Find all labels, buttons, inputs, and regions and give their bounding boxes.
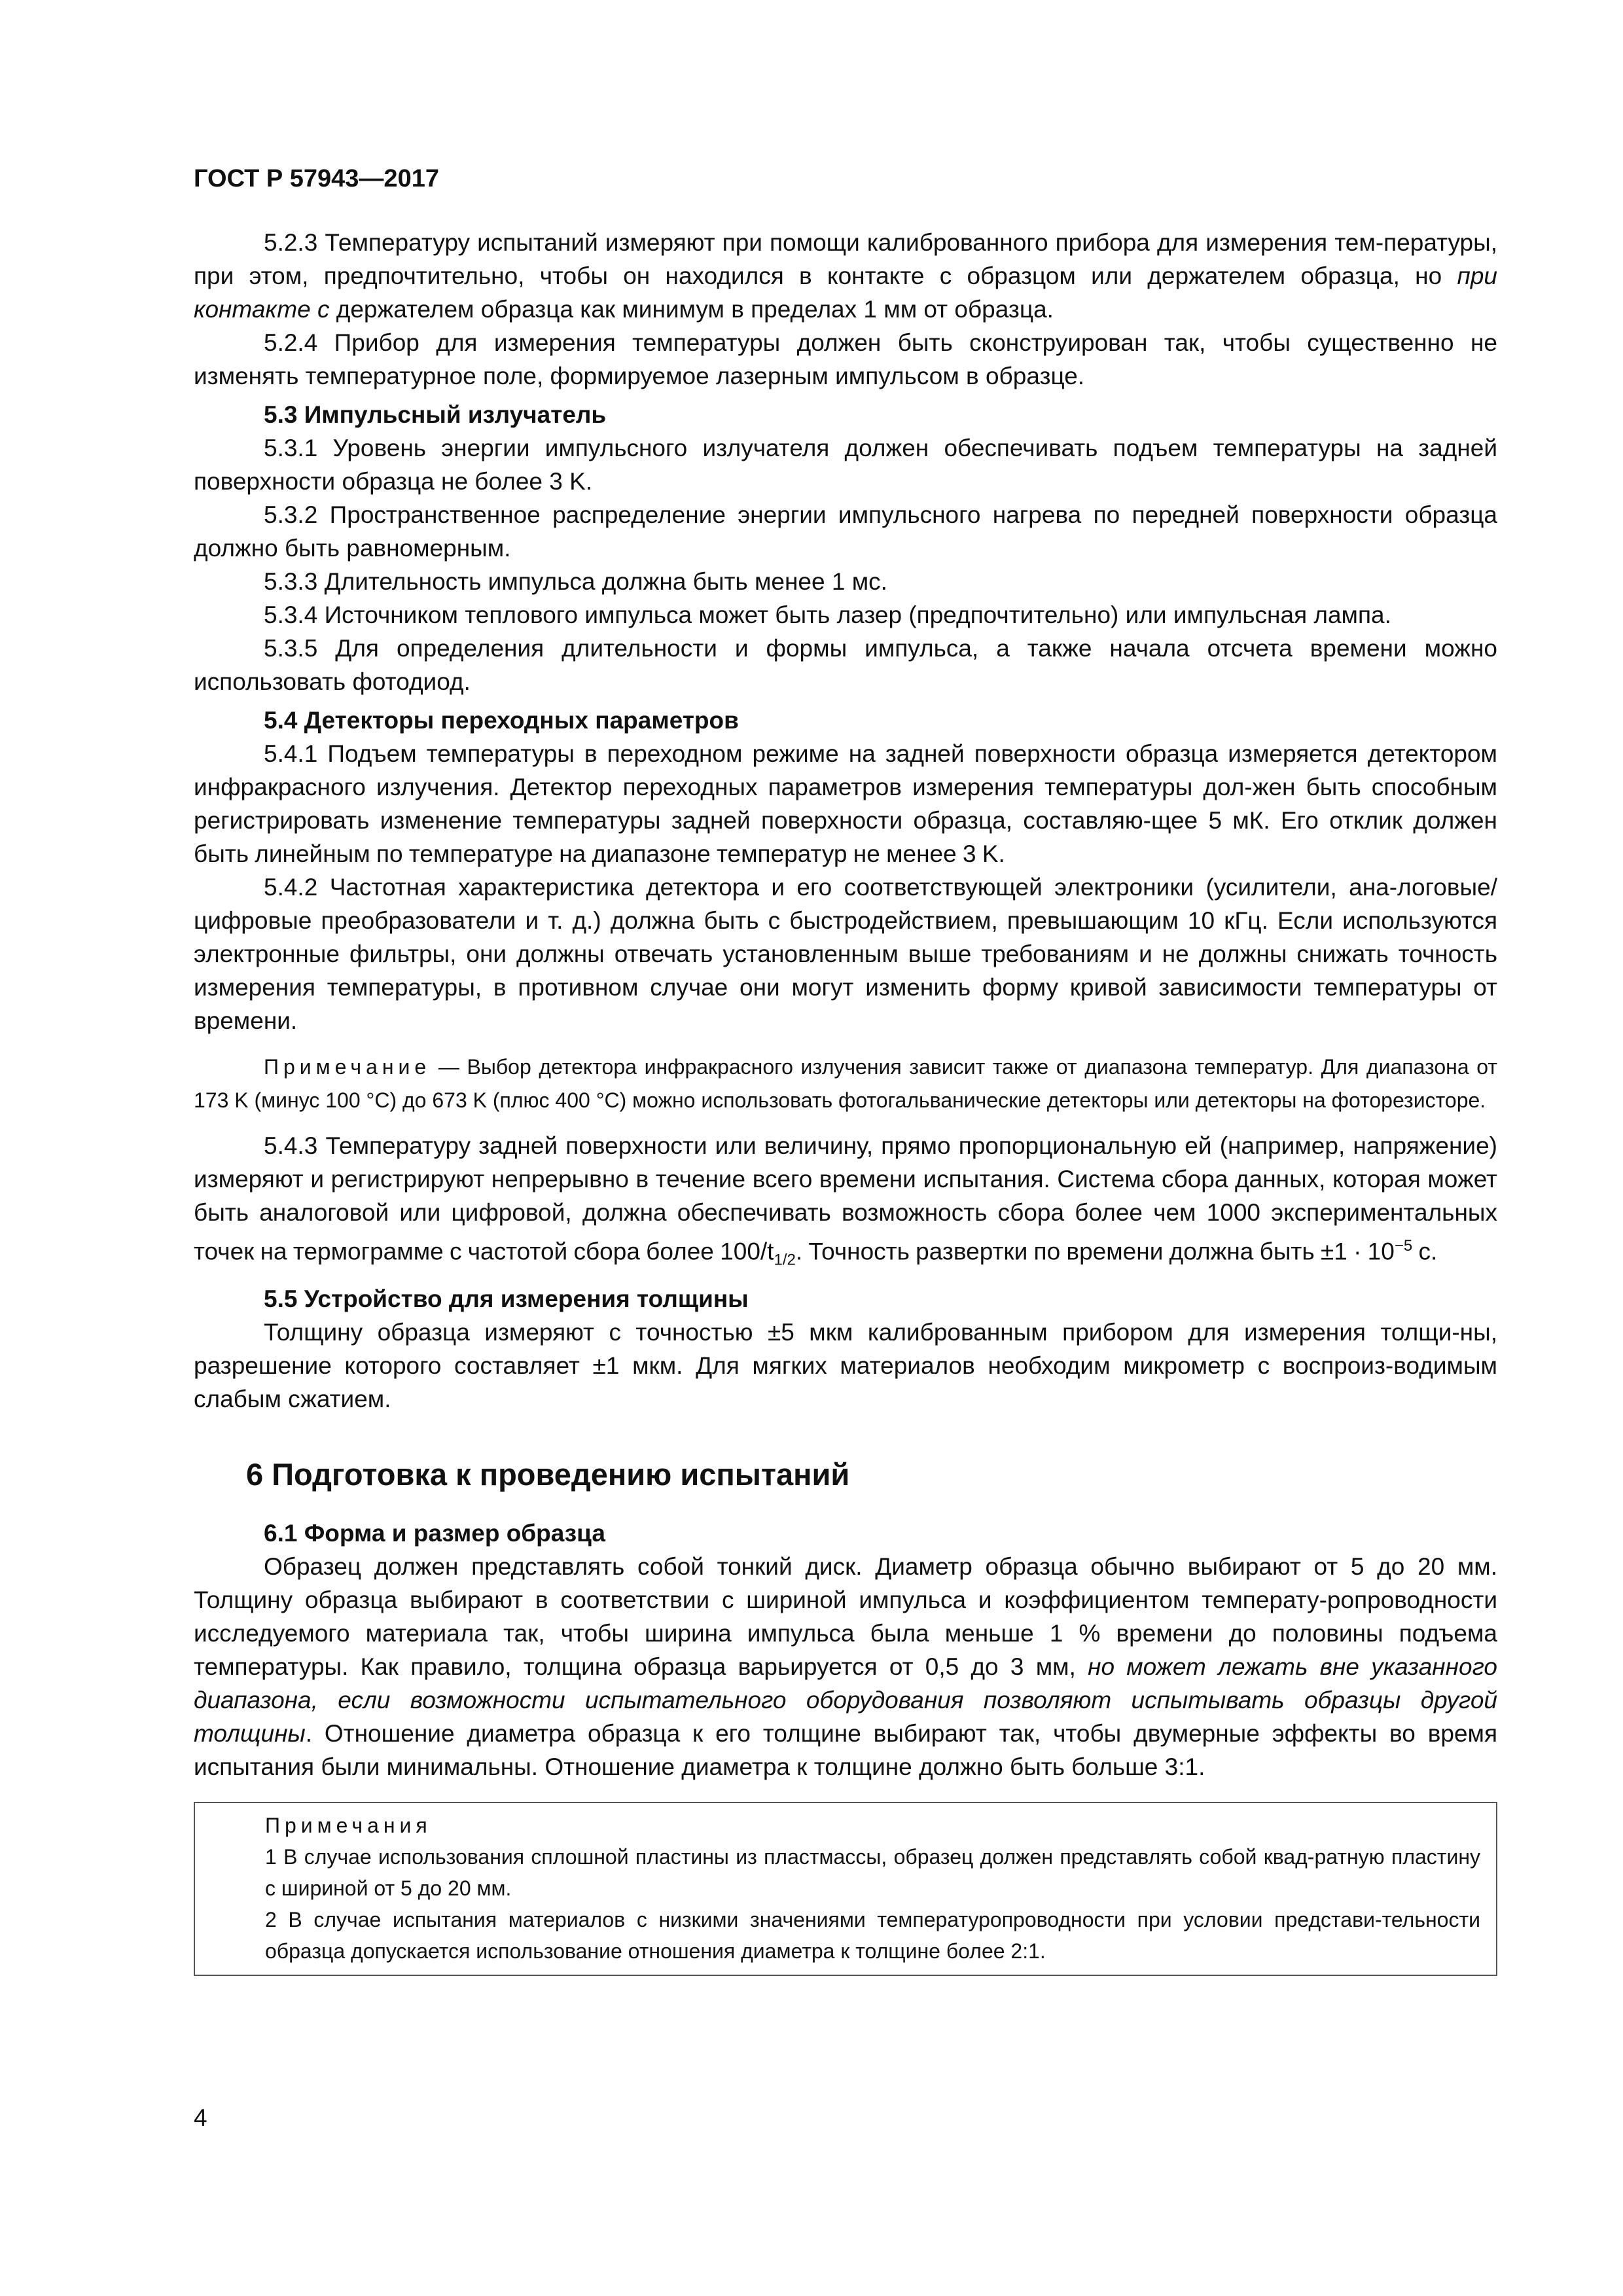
notes-title: Примечания bbox=[265, 1813, 432, 1837]
section-heading-5-4: 5.4 Детекторы переходных параметров bbox=[264, 707, 739, 734]
paragraph-5-3-2: 5.3.2 Пространственное распределение энергии импульсного нагрева по передней поверхности образца должно быть равномерным. bbox=[194, 501, 1497, 562]
superscript: −5 bbox=[1394, 1237, 1413, 1255]
page-number: 4 bbox=[194, 2104, 207, 2131]
chapter-heading-6: 6 Подготовка к проведению испытаний bbox=[246, 1456, 850, 1492]
paragraph-5-3-5: 5.3.5 Для определения длительности и формы импульса, а также начала отсчета времени можно использовать фотодиод. bbox=[194, 635, 1497, 695]
paragraph-5-2-4: 5.2.4 Прибор для измерения температуры должен быть сконструирован так, чтобы существенно не изменять температурное поле, формируемое лазерным импульсом в образце. bbox=[194, 329, 1497, 389]
document-header: ГОСТ Р 57943—2017 bbox=[194, 165, 439, 192]
section-heading-6-1: 6.1 Форма и размер образца bbox=[264, 1519, 605, 1547]
note-item-1: 1 В случае использования сплошной пластины из пластмассы, образец должен представлять собой квад-ратную пластину с шириной от 5 до 20 мм. bbox=[265, 1844, 1480, 1900]
note-label: Примечание bbox=[264, 1055, 431, 1079]
paragraph-5-3-3: 5.3.3 Длительность импульса должна быть менее 1 мс. bbox=[264, 568, 887, 595]
subscript: 1/2 bbox=[774, 1251, 796, 1269]
section-heading-5-3: 5.3 Импульсный излучатель bbox=[264, 401, 607, 428]
paragraph-5-5: Толщину образца измеряют с точностью ±5 мкм калиброванным прибором для измерения толщи-ны, разрешение которого составляет ±1 мкм. Для мягких материалов необходим микрометр с воспроиз-водимым слабым сжатием. bbox=[194, 1318, 1497, 1412]
paragraph-5-4-2: 5.4.2 Частотная характеристика детектора и его соответствующей электроники (усилители, ана-логовые/цифровые преобразователи и т. д.) должна быть с быстродействием, превышающим 10 кГц. Если используются электронные фильтры, они должны отвечать установленным выше требованиям и не должны снижать точность измерения температуры, в противном случае они могут изменить форму кривой зависимости температуры от времени. bbox=[194, 874, 1497, 1034]
paragraph-5-3-4: 5.3.4 Источником теплового импульса может быть лазер (предпочтительно) или импульсная лампа. bbox=[264, 601, 1391, 628]
note-item-2: 2 В случае испытания материалов с низкими значениями температуропроводности при условии представи-тельности образца допускается использование отношения диаметра к толщине более 2:1. bbox=[265, 1907, 1480, 1963]
paragraph-6-1: Образец должен представлять собой тонкий диск. Диаметр образца обычно выбирают от 5 до 20 мм. Толщину образца выбирают в соответствии с шириной импульса и коэффициентом температу-ропроводности исследуемого материала так, чтобы ширина импульса была меньше 1 % времени до половины подъема температуры. Как правило, толщина образца варьируется от 0,5 до 3 мм, но может лежать вне указанного диапазона, если возможности испытательного оборудования позволяют испытывать образцы другой толщины. Отношение диаметра образца к его толщине выбирают так, чтобы двумерные эффекты во время испытания были минимальны. Отношение диаметра к толщине должно быть больше 3:1. bbox=[194, 1552, 1497, 1780]
italic-fragment: при контакте с bbox=[194, 262, 1497, 323]
paragraph-5-3-1: 5.3.1 Уровень энергии импульсного излучателя должен обеспечивать подъем температуры на задней поверхности образца не более 3 K. bbox=[194, 435, 1497, 495]
notes-box bbox=[194, 1802, 1497, 1976]
paragraph-5-2-3: 5.2.3 Температуру испытаний измеряют при помощи калиброванного прибора для измерения тем-пературы, при этом, предпочтительно, чтобы он находился в контакте с образцом или держателем образца, но при контакте с держателем образца как минимум в пределах 1 мм от образца. bbox=[194, 229, 1497, 323]
italic-fragment: но может лежать вне указанного диапазона, если возможности испытательного оборудования позволяют испытывать образцы другой толщины bbox=[194, 1653, 1497, 1747]
section-heading-5-5: 5.5 Устройство для измерения толщины bbox=[264, 1285, 749, 1312]
note-5-4: Примечание — Выбор детектора инфракрасного излучения зависит также от диапазона температур. Для диапазона от 173 K (минус 100 °C) до 673 K (плюс 400 °C) можно использовать фотогальванические детекторы или детекторы на фоторезисторе. bbox=[194, 1055, 1497, 1112]
paragraph-5-4-3: 5.4.3 Температуру задней поверхности или величину, прямо пропорциональную ей (например, напряжение) измеряют и регистрируют непрерывно в течение всего времени испытания. Система сбора данных, которая может быть аналоговой или цифровой, должна обеспечивать возможность сбора более чем 1000 экспериментальных точек на термограмме с частотой сбора более $100/t_{1/2}$. Точность развертки по времени должна быть $\pm 1 \cdot 10^{-5}$ с. bbox=[194, 1132, 1497, 1269]
paragraph-5-4-1: 5.4.1 Подъем температуры в переходном режиме на задней поверхности образца измеряется детектором инфракрасного излучения. Детектор переходных параметров измерения температуры дол-жен быть способным регистрировать изменение температуры задней поверхности образца, составляю-щее 5 мК. Его отклик должен быть линейным по температуре на диапазоне температур не менее 3 K. bbox=[194, 740, 1497, 867]
